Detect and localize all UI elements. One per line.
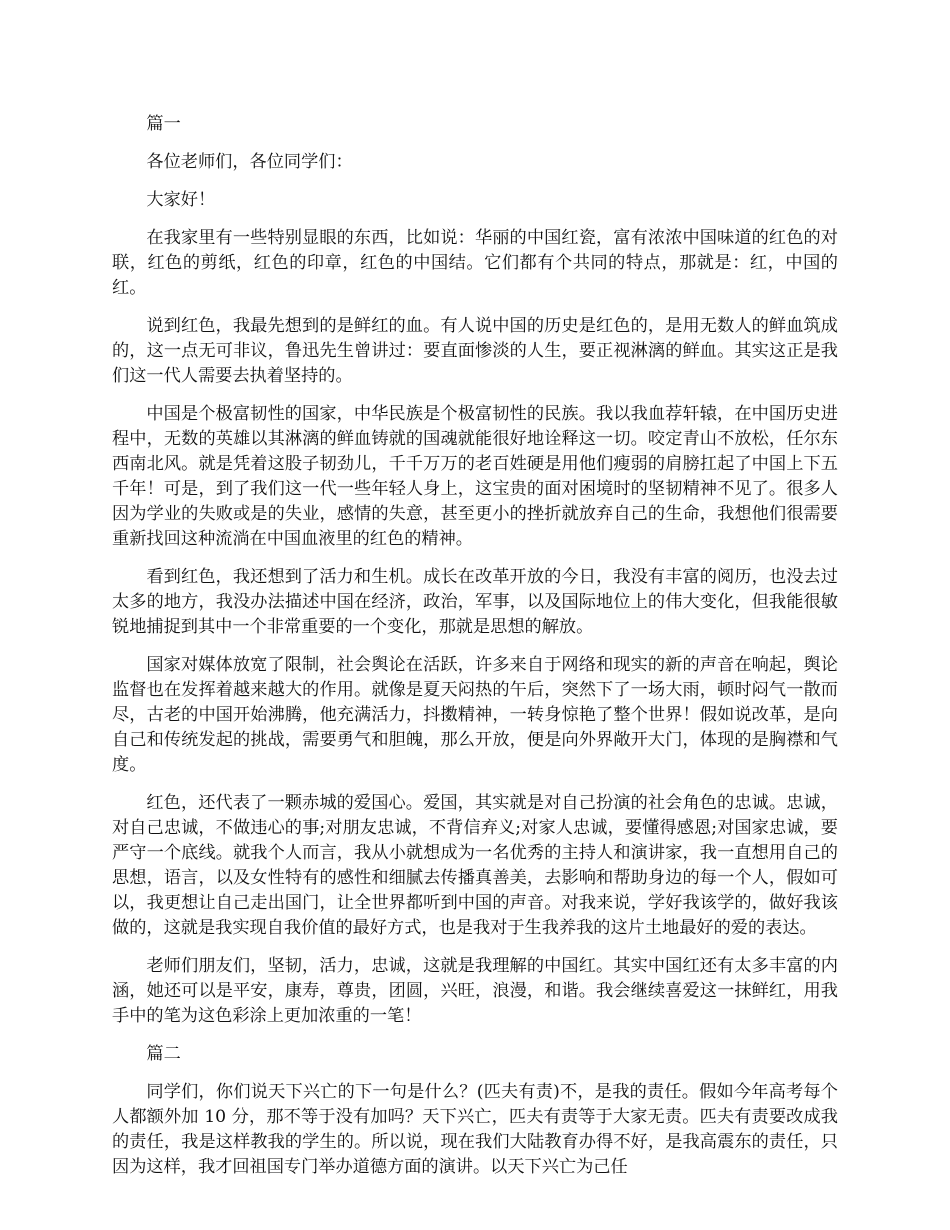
document-page <box>112 112 838 1193</box>
body-paragraph: 红色，还代表了一颗赤城的爱国心。爱国，其实就是对自己扮演的社会角色的忠诚。忠诚，对自己忠诚，不做违心的事;对朋友忠诚，不背信弃义;对家人忠诚，要懂得感恩;对国家忠诚，要严守一个底线。就我个人而言，我从小就想成为一名优秀的主持人和演讲家，我一直想用自己的思想，语言，以及女性特有的感性和细腻去传播真善美，去影响和帮助身边的每一个人，假如可以，我更想让自己走出国门，让全世界都听到中国的声音。对我来说，学好我该学的，做好我该做的，这就是我实现自我价值的最好方式，也是我对于生我养我的这片土地最好的爱的表达。 <box>112 793 838 938</box>
section-heading-1: 篇一 <box>146 114 181 134</box>
body-paragraph: 看到红色，我还想到了活力和生机。成长在改革开放的今日，我没有丰富的阅历，也没去过太多的地方，我没办法描述中国在经济，政治，军事，以及国际地位上的伟大变化，但我能很敏锐地捕捉到其中一个非常重要的一个变化，那就是思想的解放。 <box>112 567 838 637</box>
section-heading-2: 篇二 <box>146 1044 181 1064</box>
body-paragraph: 说到红色，我最先想到的是鲜红的血。有人说中国的历史是红色的，是用无数人的鲜血筑成的，这一点无可非议，鲁迅先生曾讲过：要直面惨淡的人生，要正视淋漓的鲜血。其实这正是我们这一代人需要去执着坚持的。 <box>112 316 838 386</box>
body-paragraph: 国家对媒体放宽了限制，社会舆论在活跃，许多来自于网络和现实的新的声音在响起，舆论监督也在发挥着越来越大的作用。就像是夏天闷热的午后，突然下了一场大雨，顿时闷气一散而尽，古老的中国开始沸腾，他充满活力，抖擞精神，一转身惊艳了整个世界！假如说改革，是向自己和传统发起的挑战，需要勇气和胆魄，那么开放，便是向外界敞开大门，体现的是胸襟和气度。 <box>112 655 838 775</box>
salutation: 各位老师们，各位同学们： <box>146 152 353 172</box>
body-paragraph: 中国是个极富韧性的国家，中华民族是个极富韧性的民族。我以我血荐轩辕，在中国历史进程中，无数的英雄以其淋漓的鲜血铸就的国魂就能很好地诠释这一切。咬定青山不放松，任尔东西南北风。就是凭着这股子韧劲儿，千千万万的老百姓硬是用他们瘦弱的肩膀扛起了中国上下五千年！可是，到了我们这一代一些年轻人身上，这宝贵的面对困境时的坚韧精神不见了。很多人因为学业的失败或是的失业，感情的失意，甚至更小的挫折就放弃自己的生命，我想他们很需要重新找回这种流淌在中国血液里的红色的精神。 <box>112 404 838 549</box>
body-paragraph: 在我家里有一些特别显眼的东西，比如说：华丽的中国红瓷，富有浓浓中国味道的红色的对联，红色的剪纸，红色的印章，红色的中国结。它们都有个共同的特点，那就是：红，中国的红。 <box>112 228 838 298</box>
greeting: 大家好！ <box>146 190 216 210</box>
body-paragraph: 同学们，你们说天下兴亡的下一句是什么？(匹夫有责)不，是我的责任。假如今年高考每个人都额外加 10 分，那不等于没有加吗？天下兴亡，匹夫有责等于大家无责。匹夫有责要改成我的责任，我是这样教我的学生的。所以说，现在我们大陆教育办得不好，是我高震东的责任，只因为这样，我才回祖国专门举办道德方面的演讲。以天下兴亡为己任 <box>112 1082 838 1177</box>
body-paragraph: 老师们朋友们，坚韧，活力，忠诚，这就是我理解的中国红。其实中国红还有太多丰富的内涵，她还可以是平安，康寿，尊贵，团圆，兴旺，浪漫，和谐。我会继续喜爱这一抹鲜红，用我手中的笔为这色彩涂上更加浓重的一笔！ <box>112 956 838 1026</box>
